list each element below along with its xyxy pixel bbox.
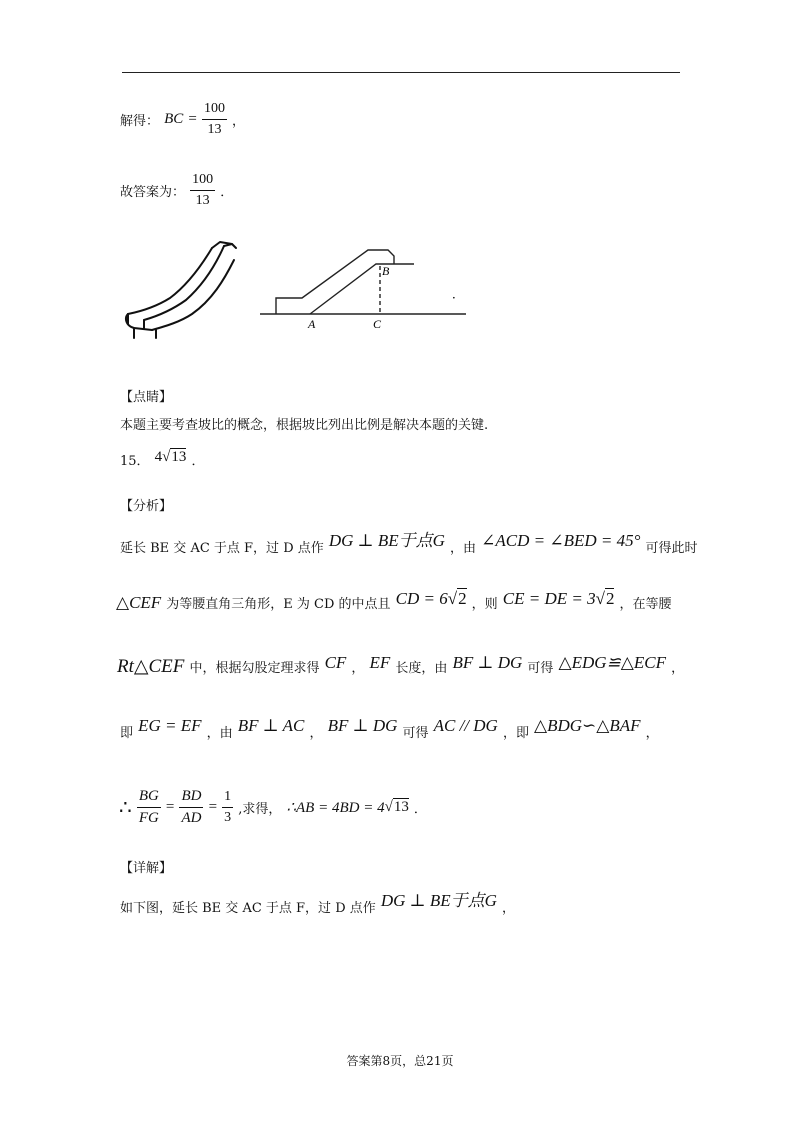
text: ，由 [450, 541, 477, 556]
math-dg-perp-be: DG ⊥ BE于点G [380, 891, 497, 910]
xiangjie-heading: 【详解】 [120, 861, 173, 876]
text: 即 [120, 726, 134, 741]
text: ，即 [502, 726, 529, 741]
therefore-symbol: ∴ [119, 797, 132, 819]
math-ab-result: ∴AB = 4BD = 4 [286, 800, 385, 816]
text: ， [671, 661, 685, 676]
fraction-100-13 [202, 101, 227, 138]
math-angle-equality: ∠ACD = ∠BED = 45° [481, 531, 641, 550]
radicand: 2 [605, 589, 615, 608]
fraction-bg-fg [137, 788, 161, 827]
fenxi-line-5 [119, 788, 427, 827]
label-a: A [308, 317, 316, 331]
page-footer: 答案第8页，总21页 [346, 1054, 454, 1068]
label-b: B [382, 264, 390, 278]
math-dg-perp-be: DG ⊥ BE于点G [328, 531, 445, 550]
denominator: 13 [207, 122, 222, 137]
text: 可得 [527, 661, 554, 676]
text: 延长 BE 交 AC 于点 F，过 D 点作 [120, 541, 324, 556]
figure-dot: ． [452, 287, 465, 301]
equals-sign: = [188, 111, 197, 127]
radicand: 13 [393, 799, 409, 815]
denominator: AD [181, 810, 202, 826]
equals-sign: = [165, 799, 175, 815]
escalator-bottom-rail [310, 264, 414, 314]
math-ac-parallel-dg: AC // DG [433, 716, 498, 735]
numerator: 1 [222, 789, 233, 808]
question-15-answer [120, 449, 204, 469]
answer-prefix: 故答案为： [120, 185, 186, 200]
math-cf: CF [324, 653, 347, 672]
text: 可得此时 [645, 541, 698, 556]
answer-fraction [190, 172, 215, 209]
comma: ， [232, 114, 246, 129]
text: ，在等腰 [619, 597, 672, 612]
sqrt-sign: √ [162, 449, 171, 465]
header-rule [122, 72, 680, 73]
math-rt-triangle-cef: Rt△CEF [117, 656, 185, 677]
math-ef: EF [369, 653, 391, 672]
text: 如下图，延长 BE 交 AC 于点 F，过 D 点作 [120, 901, 376, 916]
math-bf-perp-dg: BF ⊥ DG [327, 716, 398, 735]
math-triangle-cef: △CEF [116, 593, 162, 612]
text: ， [351, 661, 365, 676]
question-number: 15． [120, 454, 150, 469]
fraction-1-3 [222, 789, 233, 826]
dianjing-heading: 【点睛】 [120, 390, 173, 405]
math-eg-ef: EG = EF [138, 716, 202, 735]
text: 可得 [402, 726, 429, 741]
answer-coefficient: 4 [154, 449, 163, 465]
solution-line [120, 101, 245, 138]
denominator: 3 [224, 810, 232, 825]
math-bf-perp-dg: BF ⊥ DG [452, 653, 523, 672]
answer-line [120, 172, 233, 209]
math-bf-perp-ac: BF ⊥ AC [237, 716, 305, 735]
text: ， [645, 726, 659, 741]
fenxi-line-2 [116, 589, 672, 613]
math-congruent: △EDG≌△ECF [558, 653, 666, 672]
numerator: 100 [202, 101, 227, 120]
radicand: 2 [458, 589, 467, 608]
answer-radicand: 13 [171, 449, 187, 465]
text: ． [413, 802, 427, 817]
sqrt-sign: √ [384, 799, 393, 815]
numerator: 100 [190, 172, 215, 191]
text: ,求得， [238, 802, 282, 817]
math-similar: △BDG∽△BAF [534, 716, 641, 735]
escalator-top-rail [276, 250, 394, 314]
text: ， [309, 726, 323, 741]
equals-sign: = [208, 799, 218, 815]
bc-var: BC [164, 111, 184, 127]
xiangjie-line-1 [120, 886, 515, 916]
text: 长度，由 [395, 661, 448, 676]
fenxi-line-1 [120, 526, 698, 556]
text: ， [502, 901, 516, 916]
numerator: BD [179, 788, 203, 808]
sqrt-sign: √ [595, 589, 605, 608]
text: ，则 [471, 597, 498, 612]
fenxi-line-4 [120, 716, 659, 741]
text: ，由 [206, 726, 233, 741]
text: 为等腰直角三角形，E 为 CD 的中点且 [166, 597, 391, 612]
math-ce-de: CE = DE = 3 [502, 589, 596, 608]
label-c: C [373, 317, 382, 331]
fenxi-line-3 [117, 653, 684, 678]
numerator: BG [137, 788, 161, 808]
denominator: 13 [195, 193, 210, 208]
period: ． [191, 454, 205, 469]
denominator: FG [138, 810, 159, 826]
escalator-diagram [258, 246, 468, 336]
text: 中，根据勾股定理求得 [189, 661, 320, 676]
math-cd: CD = 6 [395, 589, 448, 608]
fenxi-heading: 【分析】 [120, 499, 173, 514]
period: ． [220, 185, 234, 200]
fraction-bd-ad [179, 788, 203, 827]
dianjing-text: 本题主要考查坡比的概念，根据坡比列出比例是解决本题的关键. [120, 418, 489, 433]
sqrt-sign: √ [447, 589, 458, 608]
solution-prefix: 解得： [120, 114, 160, 129]
slide-sketch-figure [120, 238, 240, 346]
